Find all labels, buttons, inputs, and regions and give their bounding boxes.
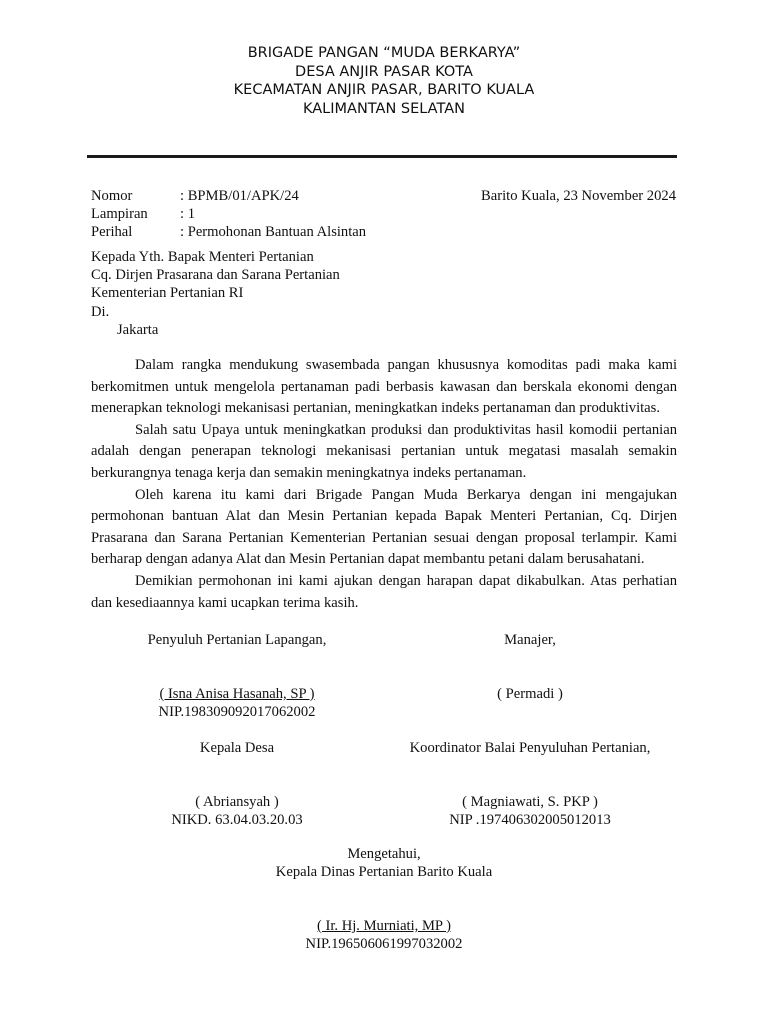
body-paragraph: Oleh karena itu kami dari Brigade Pangan Muda Berkarya dengan ini mengajukan permohonan bantuan Alat dan Mesin Pertanian kepada Bapak Menteri Pertanian, Cq. Dirjen Prasarana dan Sarana Pertanian Kementerian Pertanian sesuai dengan proposal terlampir. Kami berharap dengan adanya Alat dan Mesin Pertanian dapat membantu petani dalam berusahatani. — [91, 486, 677, 568]
nomor-label: Nomor — [91, 188, 133, 204]
meta-row-lampiran — [91, 205, 366, 223]
meta-row-perihal — [91, 223, 366, 241]
recipient-line: Di. — [91, 303, 110, 320]
letterhead-divider — [87, 155, 677, 158]
signature-kepala-desa — [137, 739, 337, 829]
signature-id: NIP.196506061997032002 — [305, 936, 463, 952]
signature-name: ( Isna Anisa Hasanah, SP ) — [159, 686, 315, 702]
perihal-label: Perihal — [91, 224, 133, 240]
signature-id: NIP.198309092017062002 — [158, 704, 316, 720]
letterhead-line-province: KALIMANTAN SELATAN — [303, 100, 465, 117]
signature-prefix: Mengetahui, — [347, 846, 421, 862]
signature-title: Kepala Dinas Pertanian Barito Kuala — [275, 864, 493, 880]
signature-id: NIP .197406302005012013 — [449, 812, 611, 828]
signature-name: ( Abriansyah ) — [195, 794, 279, 810]
meta-row-nomor — [91, 187, 366, 205]
signature-kepala-dinas — [234, 845, 534, 953]
body-paragraph: Demikian permohonan ini kami ajukan dengan harapan dapat dikabulkan. Atas perhatian dan kesediaannya kami ucapkan terima kasih. — [91, 572, 677, 611]
signature-title: Penyuluh Pertanian Lapangan, — [147, 632, 327, 648]
signature-id: NIKD. 63.04.03.20.03 — [171, 812, 303, 828]
signature-name: ( Magniawati, S. PKP ) — [462, 794, 598, 810]
recipient-block — [91, 248, 340, 339]
recipient-line: Kepada Yth. Bapak Menteri Pertanian — [91, 249, 314, 265]
lampiran-value: : 1 — [180, 206, 195, 222]
signature-title: Koordinator Balai Penyuluhan Pertanian, — [409, 740, 651, 756]
signature-name: ( Ir. Hj. Murniati, MP ) — [316, 918, 452, 934]
signature-ppl — [137, 631, 337, 721]
letterhead-line-district: KECAMATAN ANJIR PASAR, BARITO KUALA — [233, 82, 535, 98]
lampiran-label: Lampiran — [91, 206, 148, 222]
body-paragraph: Salah satu Upaya untuk meningkatkan produksi dan produktivitas hasil komodii pertanian adalah dengan penerapan teknologi mekanisasi pertanian untuk megatasi masalah semakin berkurangnya tenaga kerja dan semakin meningkatnya indeks pertanaman. — [91, 421, 677, 481]
nomor-value: : BPMB/01/APK/24 — [180, 188, 299, 204]
recipient-line: Cq. Dirjen Prasarana dan Sarana Pertanian — [91, 267, 340, 284]
recipient-city: Jakarta — [117, 321, 159, 338]
signature-name: ( Permadi ) — [497, 686, 563, 702]
signature-koordinator-bpp — [380, 739, 680, 829]
signature-title: Manajer, — [504, 632, 556, 648]
place-date: Barito Kuala, 23 November 2024 — [481, 188, 676, 204]
letterhead-line-organization: BRIGADE PANGAN “MUDA BERKARYA” — [247, 45, 521, 61]
letterhead — [0, 44, 768, 118]
perihal-value: : Permohonan Bantuan Alsintan — [180, 224, 367, 240]
letter-meta — [91, 187, 366, 241]
recipient-line: Kementerian Pertanian RI — [91, 285, 244, 302]
body-paragraph: Dalam rangka mendukung swasembada pangan khususnya komoditas padi maka kami berkomitmen untuk mengelola pertanaman padi berbasis kawasan dan berskala ekonomi dengan menerapkan teknologi mekanisasi pertanian, meningkatkan indeks pertanaman dan produktivitas. — [91, 357, 677, 417]
letterhead-line-village: DESA ANJIR PASAR KOTA — [295, 63, 473, 80]
letter-body — [91, 355, 677, 614]
signature-title: Kepala Desa — [199, 740, 275, 756]
signature-manajer — [430, 631, 630, 703]
